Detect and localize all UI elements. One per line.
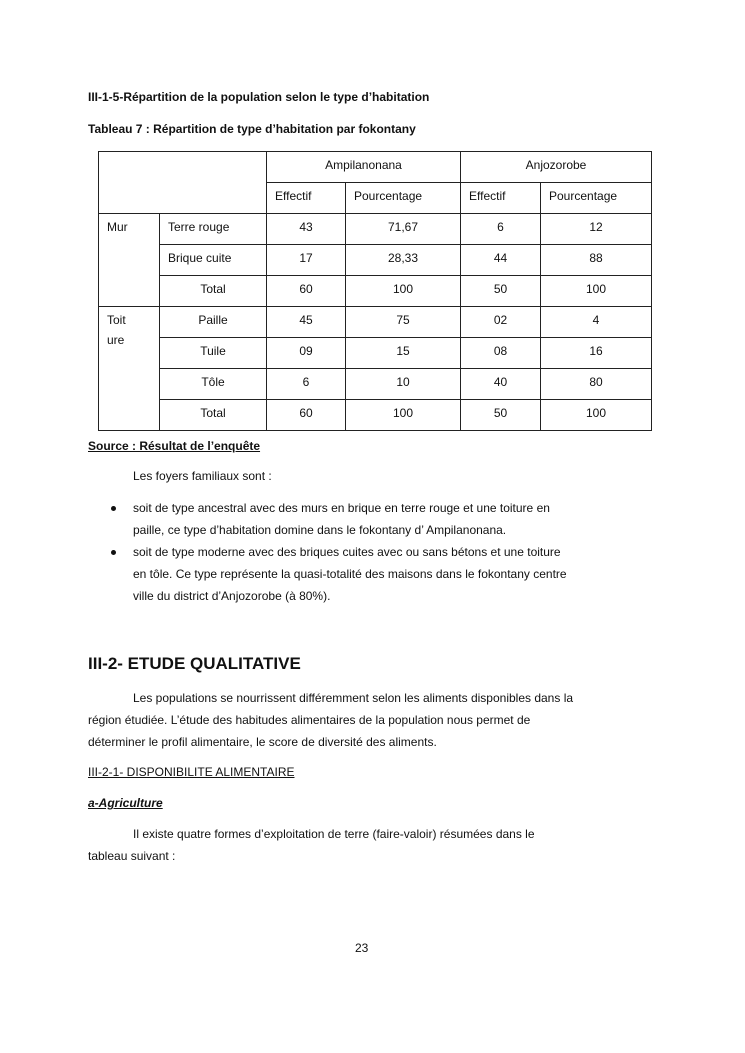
table-row [99, 307, 652, 338]
bullet-line: ville du district d’Anjozorobe (à 80%). [133, 589, 331, 603]
paragraph-line: Les populations se nourrissent différemment selon les aliments disponibles dans la [133, 691, 574, 705]
page-number: 23 [355, 941, 369, 955]
row-label: Total [160, 276, 267, 307]
row-label: Tôle [160, 369, 267, 400]
cell: 75 [346, 307, 461, 338]
cell: 100 [541, 400, 652, 431]
cell: 45 [267, 307, 346, 338]
cell: 6 [267, 369, 346, 400]
cell: 43 [267, 214, 346, 245]
cell: 40 [461, 369, 541, 400]
cell: 08 [461, 338, 541, 369]
cell: 100 [541, 276, 652, 307]
category-cell: Mur [99, 214, 160, 307]
table-row [99, 338, 652, 369]
paragraph-line: région étudiée. L’étude des habitudes alimentaires de la population nous permet de [88, 713, 531, 727]
subheader: Pourcentage [346, 183, 461, 214]
cell: 100 [346, 276, 461, 307]
cell: 100 [346, 400, 461, 431]
cell: 88 [541, 245, 652, 276]
empty-header-cell [99, 152, 267, 214]
cell: 80 [541, 369, 652, 400]
paragraph-line: déterminer le profil alimentaire, le score de diversité des aliments. [88, 735, 437, 749]
category-label-line: Toit [107, 313, 126, 327]
table-row [99, 214, 652, 245]
bullet-line: soit de type moderne avec des briques cuites avec ou sans bétons et une toiture [133, 545, 561, 559]
cell: 60 [267, 400, 346, 431]
group-header: Anjozorobe [461, 152, 652, 183]
table-row [99, 369, 652, 400]
intro-text: Les foyers familiaux sont : [133, 469, 272, 483]
subheader: Pourcentage [541, 183, 652, 214]
cell: 15 [346, 338, 461, 369]
cell: 10 [346, 369, 461, 400]
subsubheading: a-Agriculture [88, 796, 163, 810]
bullet-icon [111, 550, 116, 555]
heading-etude-qualitative: III-2- ETUDE QUALITATIVE [88, 654, 301, 673]
cell: 71,67 [346, 214, 461, 245]
subheading: III-2-1- DISPONIBILITE ALIMENTAIRE [88, 765, 295, 779]
subheader: Effectif [461, 183, 541, 214]
row-label: Tuile [160, 338, 267, 369]
cell: 60 [267, 276, 346, 307]
row-label: Terre rouge [160, 214, 267, 245]
bullet-line: soit de type ancestral avec des murs en brique en terre rouge et une toiture en [133, 501, 550, 515]
bullet-line: paille, ce type d’habitation domine dans le fokontany d’ Ampilanonana. [133, 523, 507, 537]
habitation-table [98, 151, 652, 431]
cell: 50 [461, 400, 541, 431]
cell: 09 [267, 338, 346, 369]
table-caption: Tableau 7 : Répartition de type d’habitation par fokontany [88, 122, 416, 136]
table-row [99, 400, 652, 431]
cell: 6 [461, 214, 541, 245]
row-label: Total [160, 400, 267, 431]
cell: 44 [461, 245, 541, 276]
bullet-icon [111, 506, 116, 511]
cell: 4 [541, 307, 652, 338]
subheader: Effectif [267, 183, 346, 214]
cell: 28,33 [346, 245, 461, 276]
row-label: Paille [160, 307, 267, 338]
section-heading: III-1-5-Répartition de la population selon le type d’habitation [88, 90, 430, 104]
table-source: Source : Résultat de l’enquête [88, 439, 261, 453]
cell: 17 [267, 245, 346, 276]
cell: 02 [461, 307, 541, 338]
cell: 50 [461, 276, 541, 307]
paragraph-line: Il existe quatre formes d’exploitation de terre (faire-valoir) résumées dans le [133, 827, 535, 841]
cell: 16 [541, 338, 652, 369]
category-label-line: ure [107, 333, 125, 347]
table-row [99, 245, 652, 276]
category-cell [99, 307, 160, 431]
group-header: Ampilanonana [267, 152, 461, 183]
row-label: Brique cuite [160, 245, 267, 276]
paragraph-line: tableau suivant : [88, 849, 176, 863]
bullet-line: en tôle. Ce type représente la quasi-totalité des maisons dans le fokontany centre [133, 567, 567, 581]
cell: 12 [541, 214, 652, 245]
table-row [99, 276, 652, 307]
